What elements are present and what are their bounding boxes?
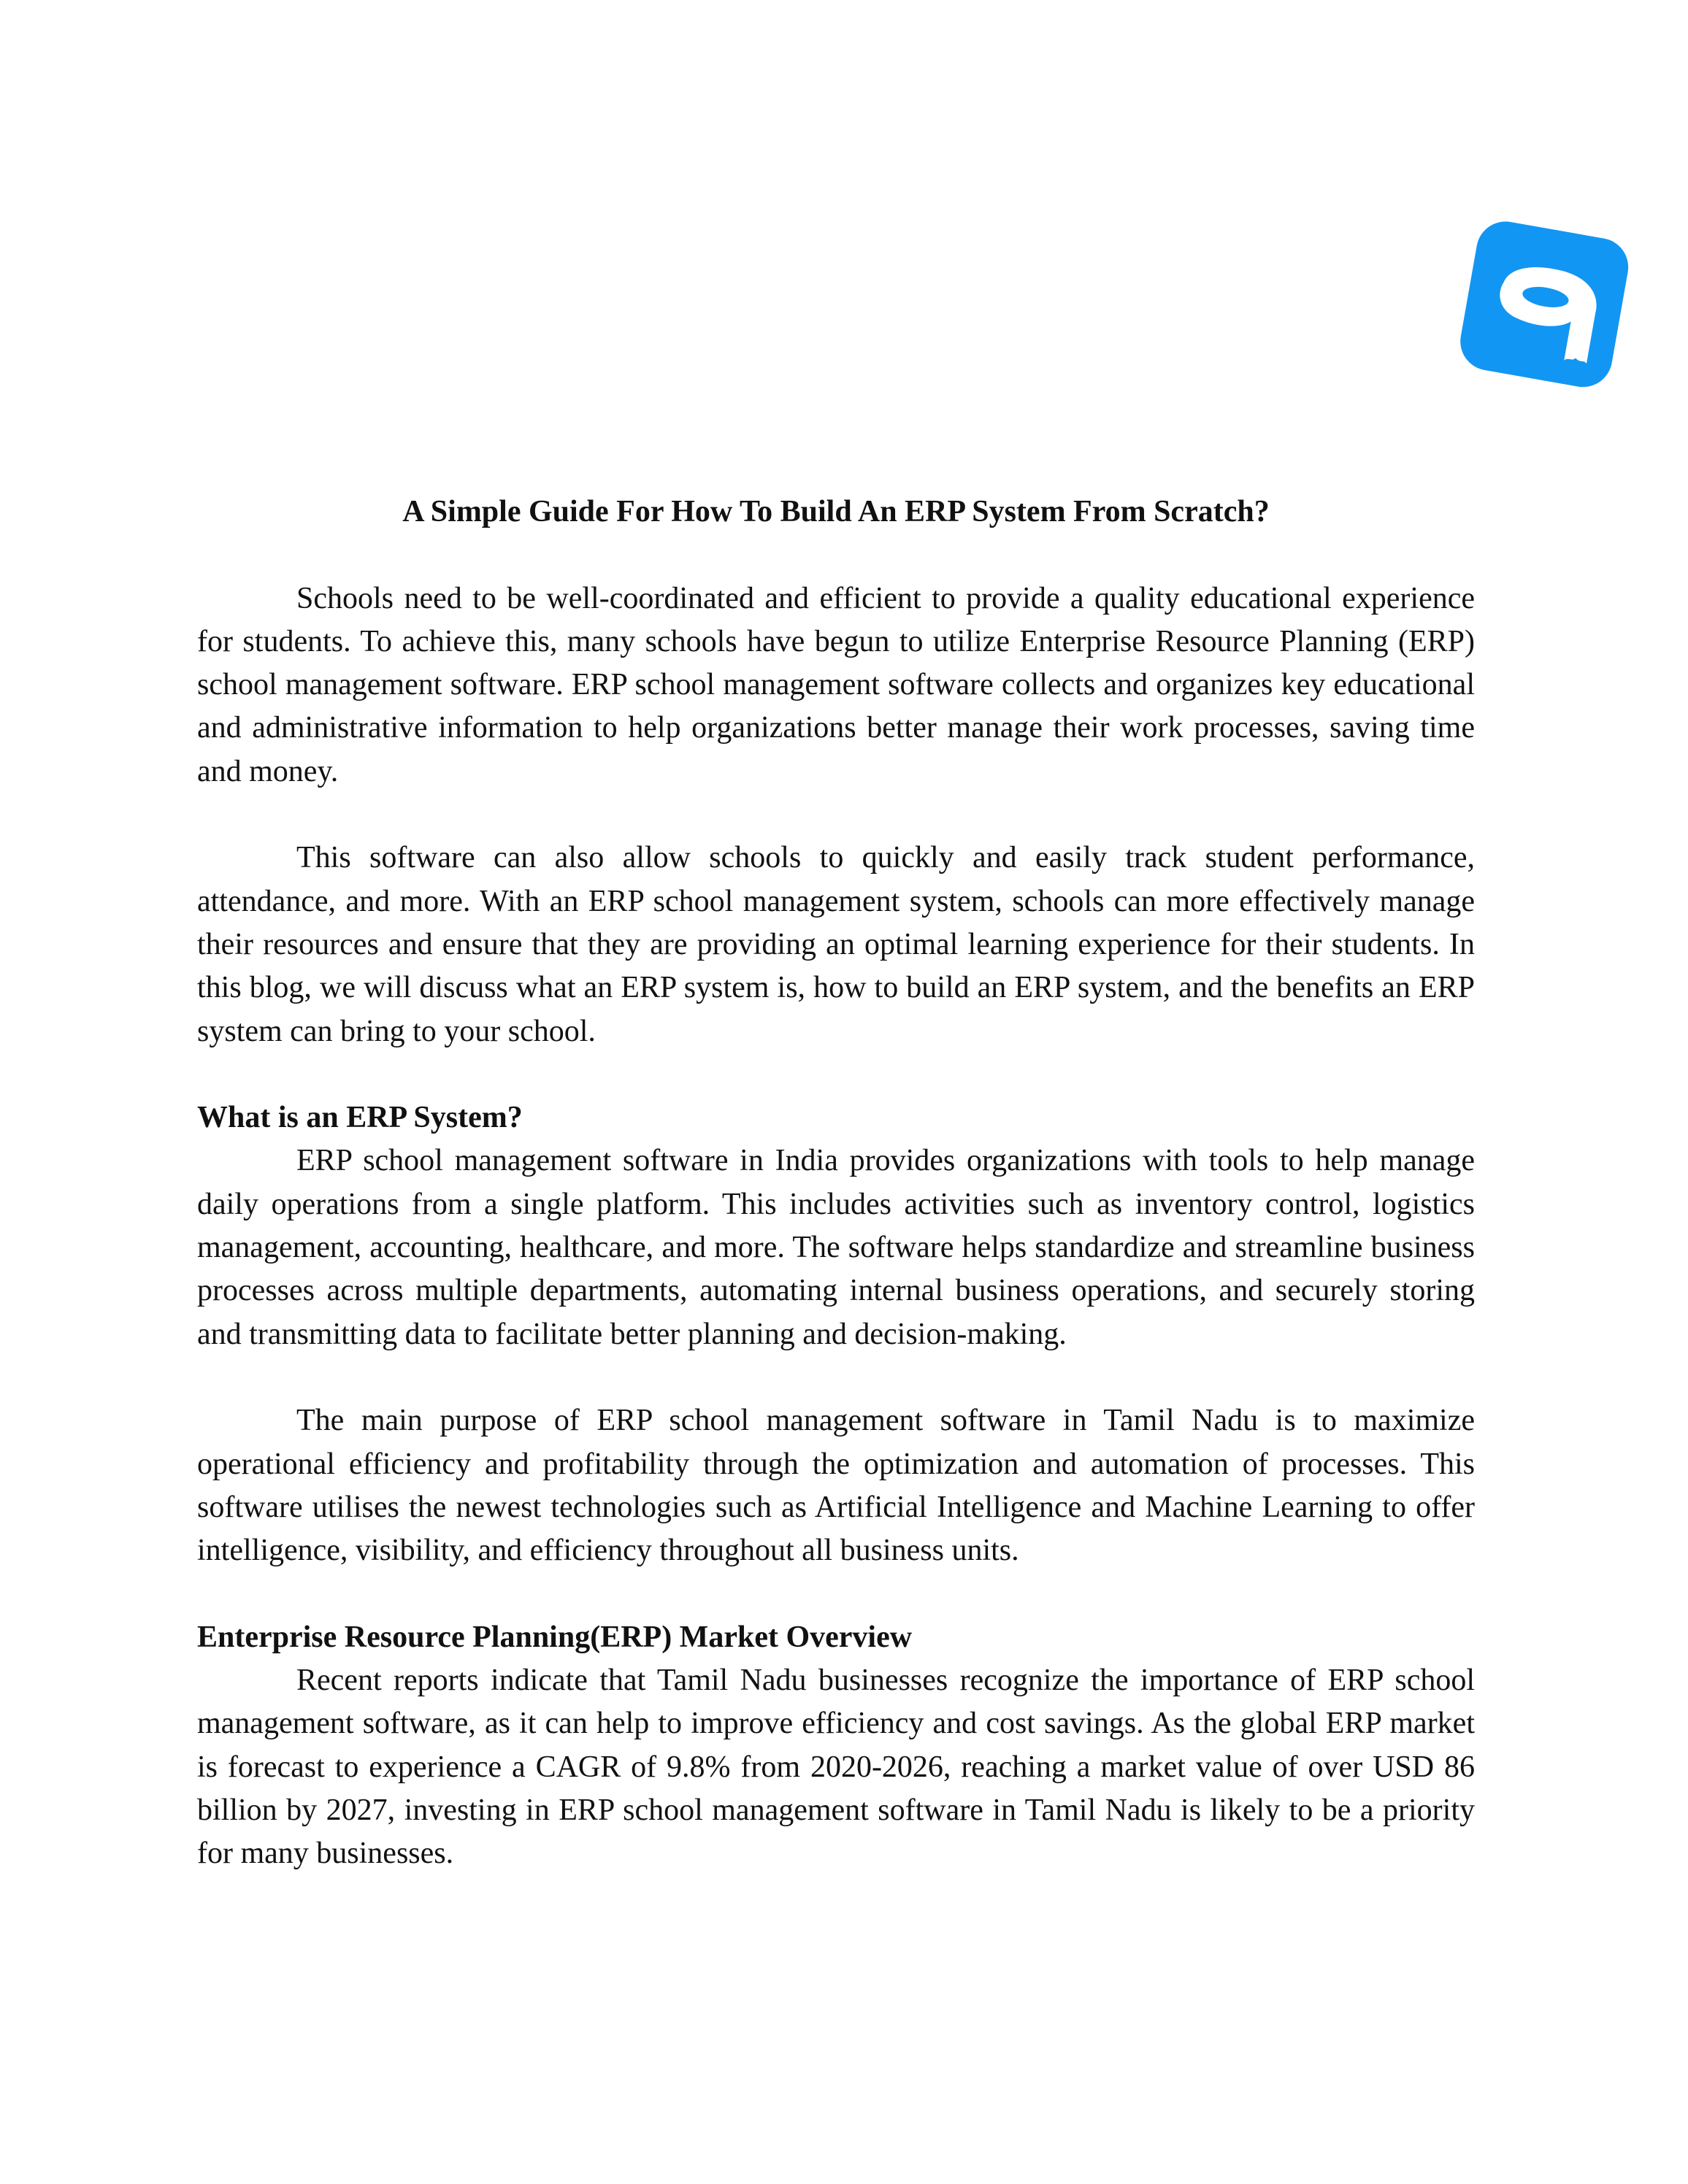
- intro-paragraph-1: Schools need to be well-coordinated and efficient to provide a quality educational experience for students. To achieve this, many schools have begun to utilize Enterprise Resource Planning (ERP) school management software. ERP school management software collects and organizes key educational and administrative information to help organizations better manage their work processes, saving time and money.: [197, 581, 1475, 788]
- document-title: A Simple Guide For How To Build An ERP System From Scratch?: [402, 495, 1270, 528]
- section-1-paragraph-1: ERP school management software in India provides organizations with tools to help manage daily operations from a single platform. This includes activities such as inventory control, logistics management, accounting, healthcare, and more. The software helps standardize and streamline business processes across multiple departments, automating internal business operations, and securely storing and transmitting data to facilitate better planning and decision-making.: [197, 1144, 1475, 1351]
- document-body: [197, 491, 1475, 1876]
- section-heading-what-is-erp: What is an ERP System?: [197, 1101, 523, 1135]
- intro-paragraph-2: This software can also allow schools to quickly and easily track student performance, attendance, and more. With an ERP school management system, schools can more effectively manage their resources and ensure that they are providing an optimal learning experience for their students. In this blog, we will discuss what an ERP system is, how to build an ERP system, and the benefits an ERP system can bring to your school.: [197, 841, 1475, 1048]
- section-1-paragraph-2: The main purpose of ERP school management software in Tamil Nadu is to maximize operational efficiency and profitability through the optimization and automation of processes. This software utilises the newest technologies such as Artificial Intelligence and Machine Learning to offer intelligence, visibility, and efficiency throughout all business units.: [197, 1404, 1475, 1568]
- section-heading-market-overview: Enterprise Resource Planning(ERP) Market Overview: [197, 1620, 913, 1654]
- section-2-paragraph-1: Recent reports indicate that Tamil Nadu businesses recognize the importance of ERP school management software, as it can help to improve efficiency and cost savings. As the global ERP market is forecast to experience a CAGR of 9.8% from 2020-2026, reaching a market value of over USD 86 billion by 2027, investing in ERP school management software in Tamil Nadu is likely to be a priority for many businesses.: [197, 1664, 1475, 1871]
- brand-logo-icon: [1460, 220, 1630, 390]
